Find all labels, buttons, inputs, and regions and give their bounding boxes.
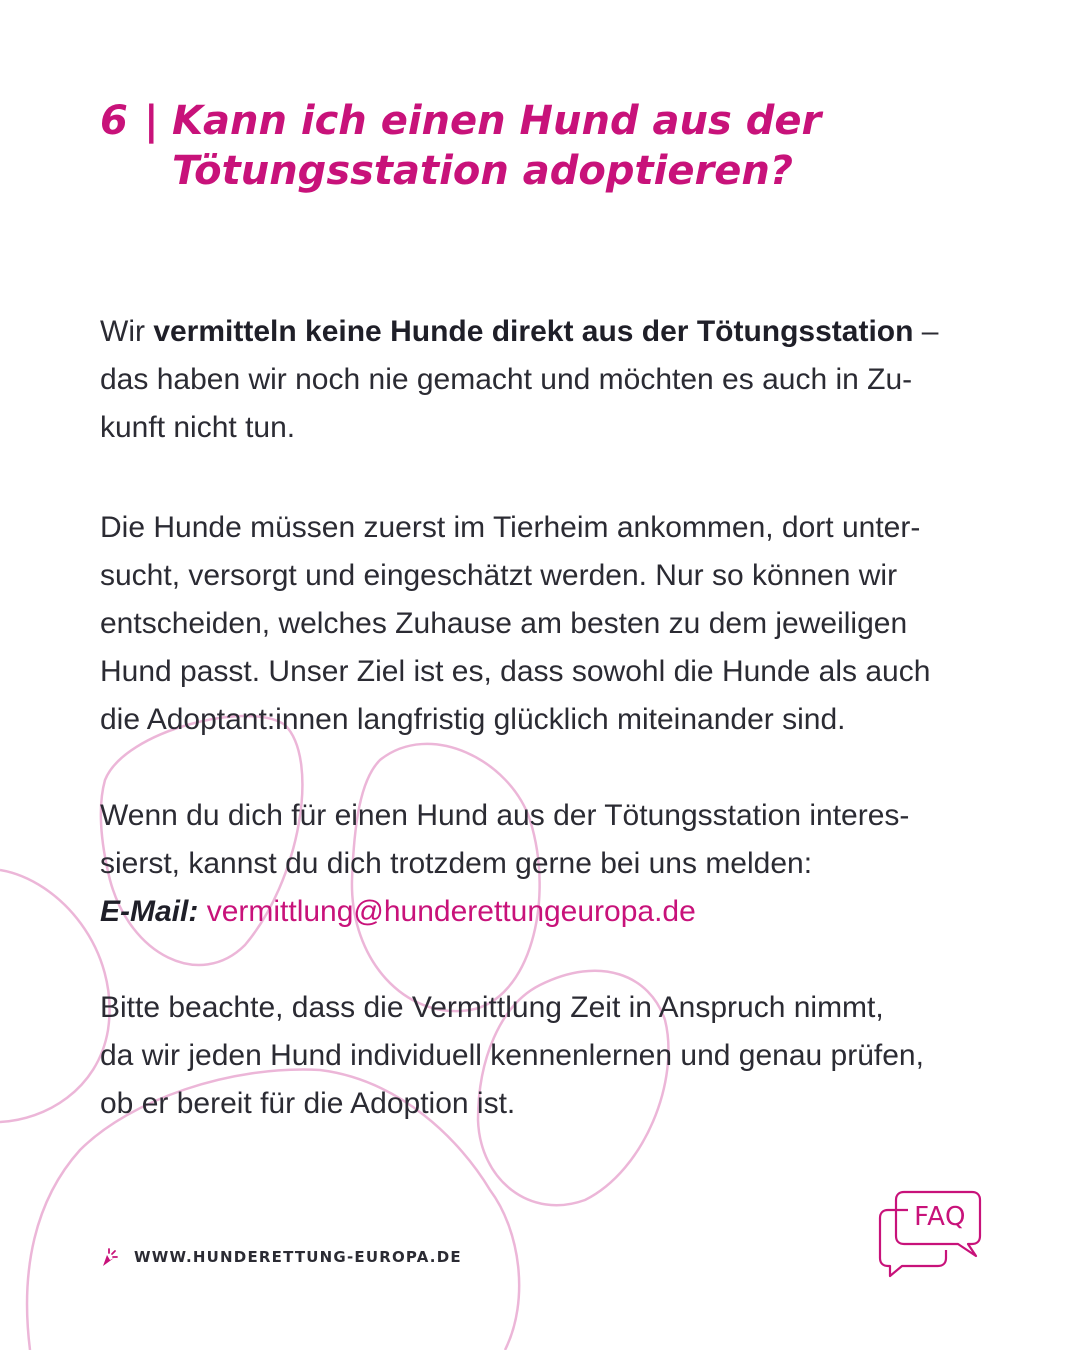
title-line-1: Kann ich einen Hund aus der [172, 98, 822, 144]
intro-bold-text: vermitteln keine Hunde direkt aus der Tötungsstation [153, 315, 914, 348]
faq-label: FAQ [914, 1202, 966, 1232]
note-line: da wir jeden Hund individuell kennenlernen und genau prüfen, [100, 1039, 924, 1072]
paragraph-process [100, 504, 930, 744]
intro-dash: – [913, 315, 939, 348]
intro-text: Wir [100, 315, 154, 348]
footer [100, 1246, 462, 1268]
paragraph-contact [100, 792, 909, 888]
email-row [100, 888, 696, 936]
paw-toe-outer [0, 870, 110, 1122]
title-separator: | [144, 98, 159, 144]
email-link[interactable]: vermittlung@hunderettungeuropa.de [206, 895, 696, 928]
intro-line-3: kunft nicht tun. [100, 411, 296, 444]
faq-badge [878, 1188, 982, 1278]
process-line: die Adoptant:innen langfristig glücklich miteinander sind. [100, 703, 846, 736]
email-label: E-Mail: [100, 895, 199, 928]
intro-line-2: das haben wir noch nie gemacht und möchten es auch in Zu- [100, 363, 913, 396]
contact-line: Wenn du dich für einen Hund aus der Tötungsstation interes- [100, 799, 910, 832]
title-line-2: Tötungsstation adoptieren? [172, 148, 793, 194]
process-line: sucht, versorgt und eingeschätzt werden. Nur so können wir [100, 559, 898, 592]
website-link[interactable]: WWW.HUNDERETTUNG-EUROPA.DE [134, 1248, 462, 1266]
contact-line: sierst, kannst du dich trotzdem gerne bei uns melden: [100, 847, 813, 880]
process-line: entscheiden, welches Zuhause am besten zu dem jeweiligen [100, 607, 908, 640]
note-line: Bitte beachte, dass die Vermittlung Zeit in Anspruch nimmt, [100, 991, 884, 1024]
process-line: Hund passt. Unser Ziel ist es, dass sowohl die Hunde als auch [100, 655, 931, 688]
paragraph-note [100, 984, 924, 1128]
process-line: Die Hunde müssen zuerst im Tierheim ankommen, dort unter- [100, 511, 921, 544]
question-number: 6 [100, 98, 128, 144]
note-line: ob er bereit für die Adoption ist. [100, 1087, 516, 1120]
click-cursor-icon [100, 1246, 124, 1268]
paragraph-intro [100, 308, 938, 452]
